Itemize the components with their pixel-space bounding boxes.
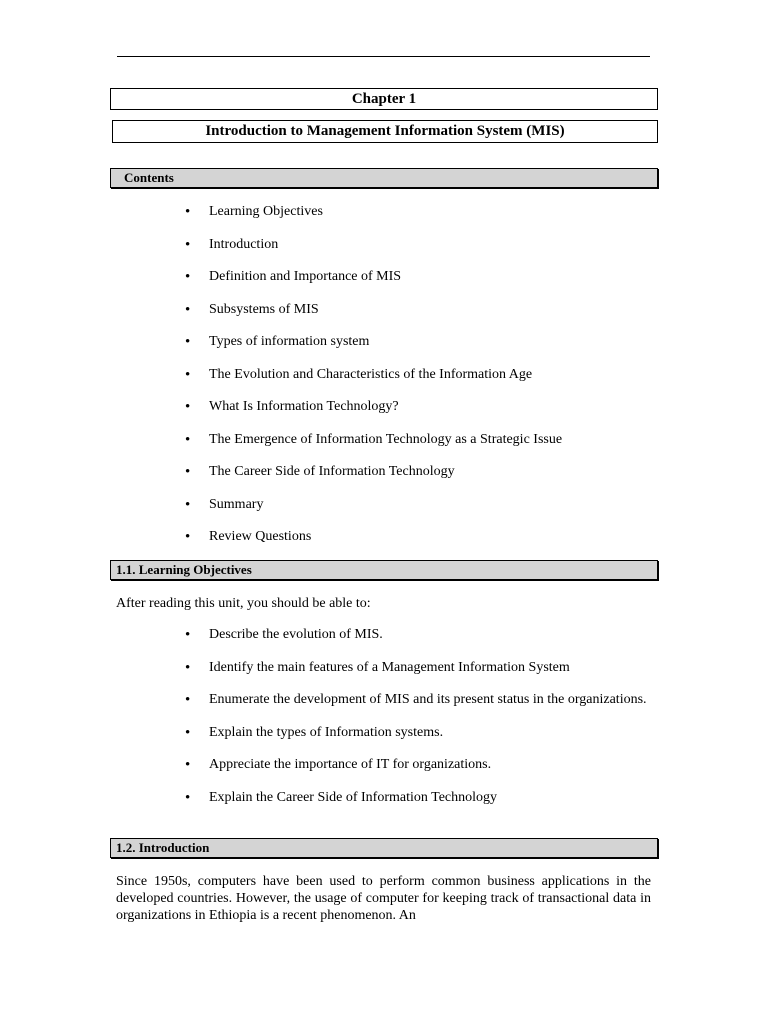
contents-list: [185, 204, 651, 562]
list-item: • Learning Objectives: [185, 204, 651, 237]
list-item: • Definition and Importance of MIS: [185, 269, 651, 302]
list-item: • Explain the types of Information systems.: [185, 725, 651, 741]
introduction-heading: 1.2. Introduction: [110, 838, 658, 858]
learning-objectives-heading: 1.1. Learning Objectives: [110, 560, 658, 580]
introduction-paragraph: Since 1950s, computers have been used to perform common business applications in the developed countries. However, the usage of computer for keeping track of transactional data in organizations in Ethiopia is a recent phenomenon. An: [116, 874, 651, 923]
list-item: • Summary: [185, 497, 651, 530]
list-item: • The Evolution and Characteristics of the Information Age: [185, 367, 651, 400]
list-item: • Explain the Career Side of Information Technology: [185, 790, 651, 806]
list-item: • Subsystems of MIS: [185, 302, 651, 335]
list-item: • The Emergence of Information Technology as a Strategic Issue: [185, 432, 651, 465]
list-item: • Appreciate the importance of IT for organizations.: [185, 757, 651, 773]
header-rule: [117, 56, 650, 57]
objectives-lead-text: After reading this unit, you should be able to:: [116, 596, 371, 611]
contents-heading: Contents: [110, 168, 658, 188]
list-item: • Types of information system: [185, 334, 651, 367]
list-item: • Review Questions: [185, 529, 651, 562]
objectives-list: [185, 627, 651, 822]
list-item: • Introduction: [185, 237, 651, 270]
chapter-title: Introduction to Management Information System (MIS): [112, 120, 658, 143]
list-item: • Identify the main features of a Management Information System: [185, 660, 651, 676]
list-item: • Enumerate the development of MIS and its present status in the organizations.: [185, 692, 651, 708]
chapter-label: Chapter 1: [110, 88, 658, 110]
list-item: • Describe the evolution of MIS.: [185, 627, 651, 643]
list-item: • The Career Side of Information Technology: [185, 464, 651, 497]
list-item: • What Is Information Technology?: [185, 399, 651, 432]
